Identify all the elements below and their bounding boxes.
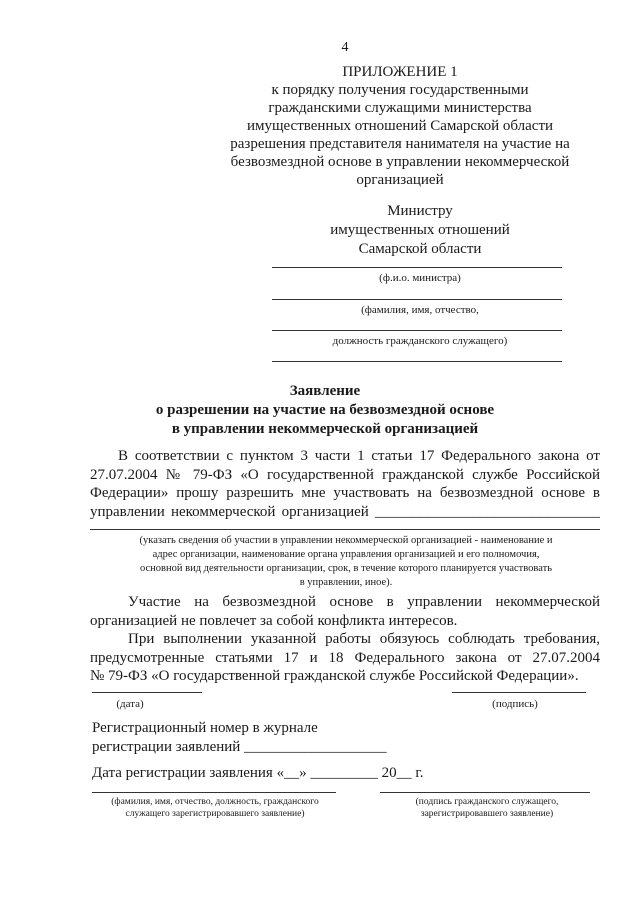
registrar-name-hint (88, 796, 342, 820)
footer-line: (подпись гражданского служащего, (415, 797, 559, 807)
info-note (88, 534, 604, 590)
addressee-block (300, 202, 540, 259)
date-label: (дата) (116, 698, 144, 710)
appendix-line: к порядку получения государственными (271, 82, 529, 98)
appendix-line: гражданскими служащими министерства (268, 100, 532, 116)
signature-label: (подпись) (492, 698, 538, 710)
paragraph-line: управлении некоммерческой организацией ______________________________ (90, 503, 600, 520)
paragraph-line: 27.07.2004 № 79-ФЗ «О государственной гражданской службе Российской (90, 466, 600, 483)
registration-number-line: Регистрационный номер в журнале (92, 720, 318, 736)
applicant-name-hint: (фамилия, имя, отчество, (361, 304, 479, 316)
registrar-signature-hint (382, 796, 592, 820)
minister-hint: (ф.и.о. министра) (379, 272, 461, 284)
heading-title: Заявление (289, 383, 361, 399)
appendix-line: организацией (356, 172, 444, 188)
paragraph-line: В соответствии с пунктом 3 части 1 статьи 17 Федерального закона от (118, 448, 600, 464)
heading-line: о разрешении на участие на безвозмездной основе (155, 402, 495, 418)
addressee-line: Министру (387, 203, 453, 219)
extra-line (272, 361, 562, 362)
footer-line: служащего зарегистрировавшего заявление) (125, 809, 305, 819)
paragraph-line: Федерации» прошу разрешить мне участвовать на безвозмездной основе в (90, 485, 600, 501)
registrar-name-line (92, 792, 336, 793)
paragraph-request (90, 447, 600, 521)
appendix-block (190, 63, 610, 189)
paragraph-line: предусмотренные статьями 17 и 18 Федерального закона от 27.07.2004 (90, 649, 600, 666)
addressee-line: имущественных отношений (330, 222, 510, 238)
footer-line: зарегистрировавшего заявление) (420, 809, 554, 819)
appendix-title: ПРИЛОЖЕНИЕ 1 (342, 64, 458, 80)
date-line (92, 692, 202, 693)
footer-line: (фамилия, имя, отчество, должность, гражданского (111, 797, 319, 807)
org-info-line (90, 529, 600, 530)
note-line: адрес организации, наименование органа управления организацией и его полномочия, (152, 549, 540, 560)
paragraph-line: Участие на безвозмездной основе в управлении некоммерческой (128, 594, 600, 610)
minister-name-line (272, 267, 562, 268)
signature-line (452, 692, 586, 693)
statement-heading (80, 382, 570, 439)
applicant-position-line (272, 330, 562, 331)
paragraph-line: № 79-ФЗ «О государственной гражданской службе Российской Федерации». (90, 668, 579, 684)
registration-number (92, 719, 512, 756)
paragraph-obligation (90, 630, 600, 686)
applicant-name-line (272, 299, 562, 300)
note-line: основной вид деятельности организации, срок, в течение которого планируется участвовать (140, 563, 552, 574)
page-number: 4 (341, 40, 349, 55)
appendix-line: разрешения представителя нанимателя на участие на (230, 136, 570, 152)
appendix-line: безвозмездной основе в управлении некоммерческой (230, 154, 570, 170)
paragraph-line: организацией не повлечет за собой конфликта интересов. (90, 612, 458, 629)
paragraph-no-conflict (90, 593, 600, 630)
note-line: (указать сведения об участии в управлении некоммерческой организацией - наименование и (139, 535, 553, 546)
registration-date: Дата регистрации заявления «__» _________ 20__ г. (92, 765, 424, 781)
appendix-line: имущественных отношений Самарской области (246, 118, 554, 134)
note-line: в управлении, иное). (299, 577, 393, 588)
paragraph-line: При выполнении указанной работы обязуюсь соблюдать требования, (128, 631, 600, 647)
addressee-line: Самарской области (358, 241, 482, 257)
registration-number-line: регистрации заявлений ___________________ (92, 738, 387, 755)
registrar-signature-line (380, 792, 590, 793)
applicant-position-hint: должность гражданского служащего) (332, 335, 508, 347)
heading-line: в управлении некоммерческой организацией (171, 421, 479, 437)
